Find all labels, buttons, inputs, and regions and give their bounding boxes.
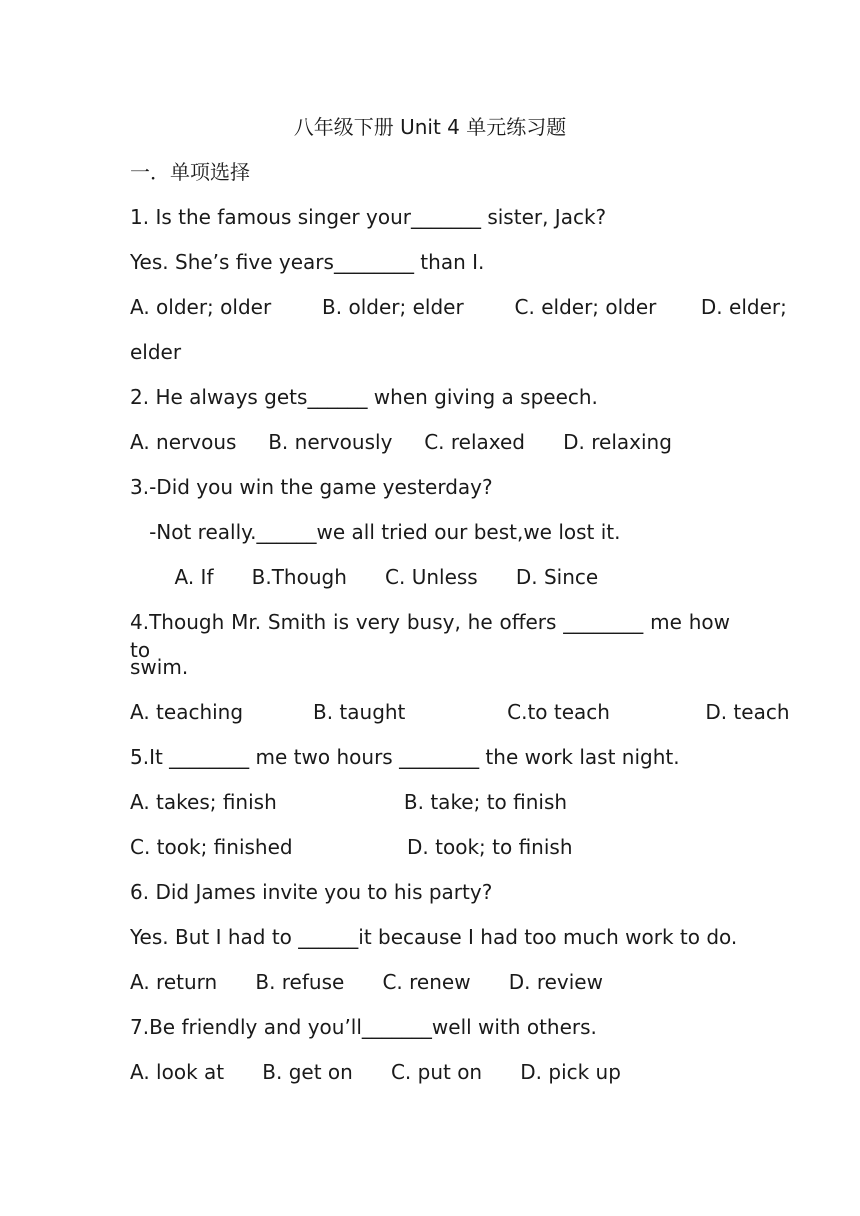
question-5-options-cd: C. took; finished D. took; to finish [130,835,573,859]
question-1-options-continued: elder [130,340,182,364]
question-5-options-ab: A. takes; finish B. take; to finish [130,790,568,814]
question-6-stem: 6. Did James invite you to his party? [130,880,493,904]
question-4-options: A. teaching B. taught C.to teach D. teach [130,700,790,724]
question-1-options: A. older; older B. older; elder C. elder; older D. elder; [130,295,787,319]
question-4-stem-continued: swim. [130,655,189,679]
question-3-options: A. If B.Though C. Unless D. Since [130,565,599,589]
question-3-stem: 3.-Did you win the game yesterday? [130,475,493,499]
question-6-response: Yes. But I had to ______it because I had too much work to do. [130,925,738,949]
document-title: 八年级下册 Unit 4 单元练习题 [293,115,567,139]
question-5-stem: 5.It ________ me two hours ________ the work last night. [130,745,680,769]
question-7-stem: 7.Be friendly and you’ll_______well with others. [130,1015,597,1039]
question-3-response: -Not really.______we all tried our best,we lost it. [130,520,621,544]
question-2-stem: 2. He always gets______ when giving a speech. [130,385,598,409]
question-1-stem: 1. Is the famous singer your_______ sister, Jack? [130,205,607,229]
question-6-options: A. return B. refuse C. renew D. review [130,970,603,994]
section-heading: 一．单项选择 [130,160,250,184]
question-1-response: Yes. She’s five years________ than I. [130,250,485,274]
question-4-stem: 4.Though Mr. Smith is very busy, he offers ________ me how to [130,610,730,662]
question-2-options: A. nervous B. nervously C. relaxed D. relaxing [130,430,672,454]
question-7-options: A. look at B. get on C. put on D. pick up [130,1060,621,1084]
